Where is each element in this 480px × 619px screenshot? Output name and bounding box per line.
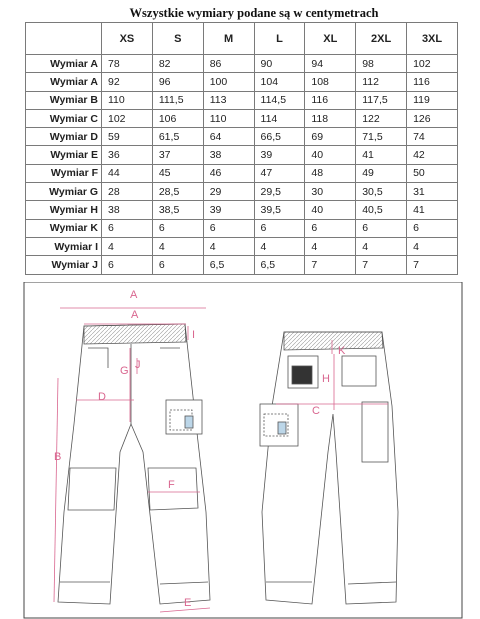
measurement-cell: 48	[305, 164, 356, 182]
measurement-cell: 78	[102, 55, 153, 73]
table-row	[26, 128, 458, 146]
table-row	[26, 73, 458, 91]
measurement-cell: 41	[356, 146, 407, 164]
row-label: Wymiar H	[26, 201, 102, 219]
measurement-cell: 7	[407, 256, 458, 274]
measurement-cell: 7	[356, 256, 407, 274]
table-row	[26, 256, 458, 274]
measurement-cell: 40	[305, 146, 356, 164]
measurement-cell: 98	[356, 55, 407, 73]
table-row	[26, 55, 458, 73]
measurement-cell: 59	[102, 128, 153, 146]
measurement-cell: 102	[407, 55, 458, 73]
measurement-cell: 39	[203, 201, 254, 219]
label-d: D	[98, 391, 106, 403]
measurement-cell: 29	[203, 183, 254, 201]
label-f: F	[168, 479, 175, 491]
measurement-cell: 6	[152, 219, 203, 237]
measurement-cell: 6,5	[254, 256, 305, 274]
measurement-cell: 29,5	[254, 183, 305, 201]
measurement-cell: 39,5	[254, 201, 305, 219]
table-row	[26, 237, 458, 255]
measurement-cell: 7	[305, 256, 356, 274]
size-header: XL	[305, 23, 356, 55]
size-header: 3XL	[407, 23, 458, 55]
measurement-cell: 74	[407, 128, 458, 146]
label-g: G	[120, 365, 129, 377]
measurement-cell: 4	[305, 237, 356, 255]
measurement-cell: 45	[152, 164, 203, 182]
measurement-cell: 4	[254, 237, 305, 255]
units-caption: Wszystkie wymiary podane są w centymetrach	[129, 6, 379, 20]
label-a-top: A	[130, 289, 138, 301]
measurement-cell: 110	[203, 109, 254, 127]
row-label: Wymiar F	[26, 164, 102, 182]
measurement-cell: 6	[305, 219, 356, 237]
row-label: Wymiar D	[26, 128, 102, 146]
measurement-cell: 40	[305, 201, 356, 219]
measurement-cell: 4	[102, 237, 153, 255]
size-table	[25, 22, 458, 275]
measurement-cell: 112	[356, 73, 407, 91]
measurement-cell: 119	[407, 91, 458, 109]
measurement-cell: 36	[102, 146, 153, 164]
measurement-cell: 38,5	[152, 201, 203, 219]
measurement-cell: 94	[305, 55, 356, 73]
measurement-cell: 4	[203, 237, 254, 255]
measurement-cell: 110	[102, 91, 153, 109]
measurement-cell: 6	[356, 219, 407, 237]
measurement-cell: 114,5	[254, 91, 305, 109]
measurement-cell: 30,5	[356, 183, 407, 201]
measurement-cell: 38	[102, 201, 153, 219]
measurement-cell: 42	[407, 146, 458, 164]
measurement-cell: 114	[254, 109, 305, 127]
measurement-cell: 66,5	[254, 128, 305, 146]
row-label: Wymiar A	[26, 73, 102, 91]
size-header: XS	[102, 23, 153, 55]
label-e: E	[184, 597, 192, 609]
table-row	[26, 146, 458, 164]
corner-cell	[26, 23, 102, 55]
measurement-cell: 41	[407, 201, 458, 219]
measurement-cell: 86	[203, 55, 254, 73]
measurement-cell: 31	[407, 183, 458, 201]
measurement-cell: 122	[356, 109, 407, 127]
table-row	[26, 219, 458, 237]
measurement-cell: 6	[254, 219, 305, 237]
measurement-cell: 104	[254, 73, 305, 91]
measurement-cell: 92	[102, 73, 153, 91]
measurement-cell: 102	[102, 109, 153, 127]
measurement-cell: 39	[254, 146, 305, 164]
label-c: C	[312, 405, 320, 417]
measurement-cell: 61,5	[152, 128, 203, 146]
measurement-cell: 46	[203, 164, 254, 182]
row-label: Wymiar E	[26, 146, 102, 164]
measurement-cell: 6	[102, 219, 153, 237]
measurement-cell: 4	[356, 237, 407, 255]
size-header: M	[203, 23, 254, 55]
table-row	[26, 183, 458, 201]
row-label: Wymiar C	[26, 109, 102, 127]
measurement-cell: 28	[102, 183, 153, 201]
measurement-cell: 6	[407, 219, 458, 237]
measurement-cell: 30	[305, 183, 356, 201]
measurement-cell: 4	[152, 237, 203, 255]
measurement-cell: 50	[407, 164, 458, 182]
measurement-cell: 90	[254, 55, 305, 73]
measurement-cell: 49	[356, 164, 407, 182]
measurement-cell: 126	[407, 109, 458, 127]
row-label: Wymiar A	[26, 55, 102, 73]
measurement-cell: 4	[407, 237, 458, 255]
label-i: I	[192, 329, 196, 341]
label-h: H	[322, 373, 330, 385]
table-row	[26, 201, 458, 219]
size-table-body	[26, 55, 458, 275]
pants-front-view	[58, 324, 210, 604]
measurement-cell: 117,5	[356, 91, 407, 109]
measurement-cell: 37	[152, 146, 203, 164]
label-a-waist: A	[131, 309, 139, 321]
size-header: S	[152, 23, 203, 55]
measurement-cell: 96	[152, 73, 203, 91]
measurement-cell: 118	[305, 109, 356, 127]
table-row	[26, 164, 458, 182]
pants-diagram	[0, 282, 480, 619]
size-header: L	[254, 23, 305, 55]
measurement-cell: 71,5	[356, 128, 407, 146]
measurement-cell: 40,5	[356, 201, 407, 219]
row-label: Wymiar J	[26, 256, 102, 274]
size-header: 2XL	[356, 23, 407, 55]
label-j: J	[135, 359, 141, 371]
measurement-cell: 6,5	[203, 256, 254, 274]
table-row	[26, 91, 458, 109]
measurement-cell: 108	[305, 73, 356, 91]
row-label: Wymiar G	[26, 183, 102, 201]
table-row	[26, 109, 458, 127]
measurement-cell: 116	[305, 91, 356, 109]
measurement-cell: 47	[254, 164, 305, 182]
row-label: Wymiar I	[26, 237, 102, 255]
measurement-cell: 28,5	[152, 183, 203, 201]
measurement-cell: 38	[203, 146, 254, 164]
measurement-cell: 100	[203, 73, 254, 91]
measurement-cell: 6	[203, 219, 254, 237]
measurement-cell: 106	[152, 109, 203, 127]
measurement-cell: 111,5	[152, 91, 203, 109]
measurement-cell: 82	[152, 55, 203, 73]
measurement-cell: 116	[407, 73, 458, 91]
measurement-cell: 64	[203, 128, 254, 146]
measurement-cell: 113	[203, 91, 254, 109]
row-label: Wymiar B	[26, 91, 102, 109]
measurement-cell: 6	[152, 256, 203, 274]
measurement-cell: 69	[305, 128, 356, 146]
size-header-row	[26, 23, 458, 55]
label-k: K	[338, 345, 346, 357]
row-label: Wymiar K	[26, 219, 102, 237]
measurement-cell: 44	[102, 164, 153, 182]
label-b: B	[54, 451, 62, 463]
measurement-cell: 6	[102, 256, 153, 274]
